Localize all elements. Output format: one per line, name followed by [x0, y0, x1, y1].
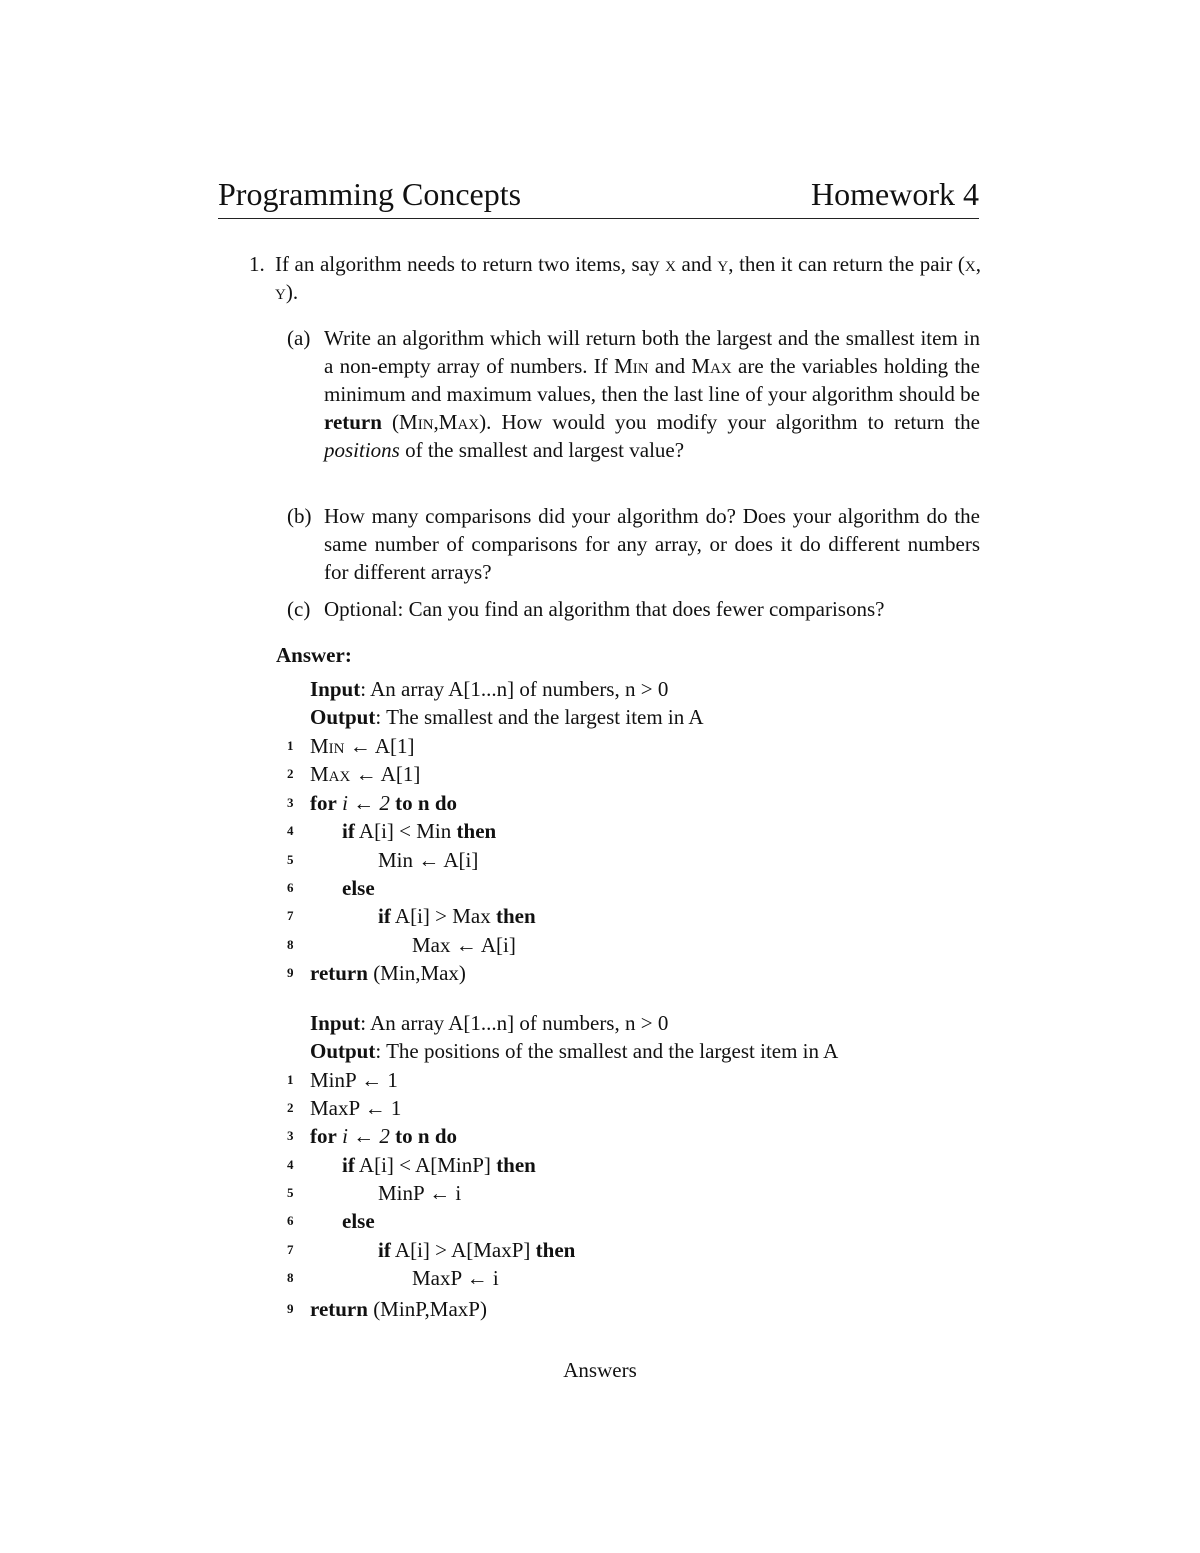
algo2-line-number: 4 [287, 1157, 294, 1172]
algo2-line: MaxP ← 1 [310, 1096, 402, 1120]
algo1-line-number: 4 [287, 823, 294, 838]
question-intro: If an algorithm needs to return two items, say x and y, then it can return the pair (x, y). [275, 252, 981, 304]
question-number: 1. [249, 252, 265, 276]
algo1-line: Min ← A[i] [378, 848, 479, 872]
algo1-line-number: 6 [287, 880, 294, 895]
algo2-line-number: 7 [287, 1242, 294, 1257]
page-header [218, 174, 979, 219]
algo1-line-number: 9 [287, 965, 294, 980]
algo1-line: Max ← A[i] [412, 933, 516, 957]
answer-heading: Answer: [276, 643, 352, 667]
algo2-line: if A[i] > A[MaxP] then [378, 1238, 576, 1262]
algo2-line-number: 2 [287, 1100, 294, 1115]
algo2-output: Output: The positions of the smallest and the largest item in A [310, 1039, 839, 1063]
algo2-line: return (MinP,MaxP) [310, 1297, 487, 1321]
algo2-line: MinP ← i [378, 1181, 462, 1205]
algo2-line-number: 8 [287, 1270, 294, 1285]
algo1-line: else [342, 876, 375, 900]
algo2-line: if A[i] < A[MinP] then [342, 1153, 536, 1177]
algo1-line: Max ← A[1] [310, 762, 421, 786]
algo1-line: if A[i] < Min then [342, 819, 497, 843]
part-c-text: Optional: Can you find an algorithm that does fewer comparisons? [324, 597, 885, 621]
algo1-line-number: 7 [287, 908, 294, 923]
algo1-output: Output: The smallest and the largest item in A [310, 705, 704, 729]
algo1-line-number: 1 [287, 738, 294, 753]
algo1-input: Input: An array A[1...n] of numbers, n > 0 [310, 677, 669, 701]
algo2-input: Input: An array A[1...n] of numbers, n > 0 [310, 1011, 669, 1035]
part-b-text: How many comparisons did your algorithm do? Does your algorithm do the same number of comparisons for any array, or does it do different numbers for different arrays? [324, 504, 980, 584]
algo2-line: MaxP ← i [412, 1266, 499, 1290]
algo1-line-number: 3 [287, 795, 294, 810]
algo1-line: for i ← 2 to n do [310, 791, 458, 815]
part-b-label: (b) [287, 504, 312, 528]
part-a-label: (a) [287, 326, 311, 350]
algo2-line-number: 1 [287, 1072, 294, 1087]
algo1-line: Min ← A[1] [310, 734, 415, 758]
course-title: Programming Concepts [218, 176, 522, 212]
part-c-label: (c) [287, 597, 311, 621]
algo1-line: if A[i] > Max then [378, 904, 536, 928]
page-footer: Answers [563, 1358, 637, 1382]
algo1-line-number: 8 [287, 937, 294, 952]
algo2-line-number: 6 [287, 1213, 294, 1228]
part-a-text: Write an algorithm which will return both the largest and the smallest item in a non-empty array of numbers. If Min and Max are the variables holding the minimum and maximum values, then the last line of your algorithm should be return (Min,Max). How would you modify your algorithm to return the positions of the smallest and largest value? [324, 326, 980, 462]
algo2-line: for i ← 2 to n do [310, 1124, 458, 1148]
algo2-line: MinP ← 1 [310, 1068, 398, 1092]
homework-label: Homework 4 [811, 176, 979, 212]
algo2-line: else [342, 1209, 375, 1233]
algo1-line-number: 5 [287, 852, 294, 867]
algo1-line-number: 2 [287, 766, 294, 781]
algo2-line-number: 9 [287, 1301, 294, 1316]
algo2-line-number: 3 [287, 1128, 294, 1143]
algo1-line: return (Min,Max) [310, 961, 466, 985]
algo2-line-number: 5 [287, 1185, 294, 1200]
